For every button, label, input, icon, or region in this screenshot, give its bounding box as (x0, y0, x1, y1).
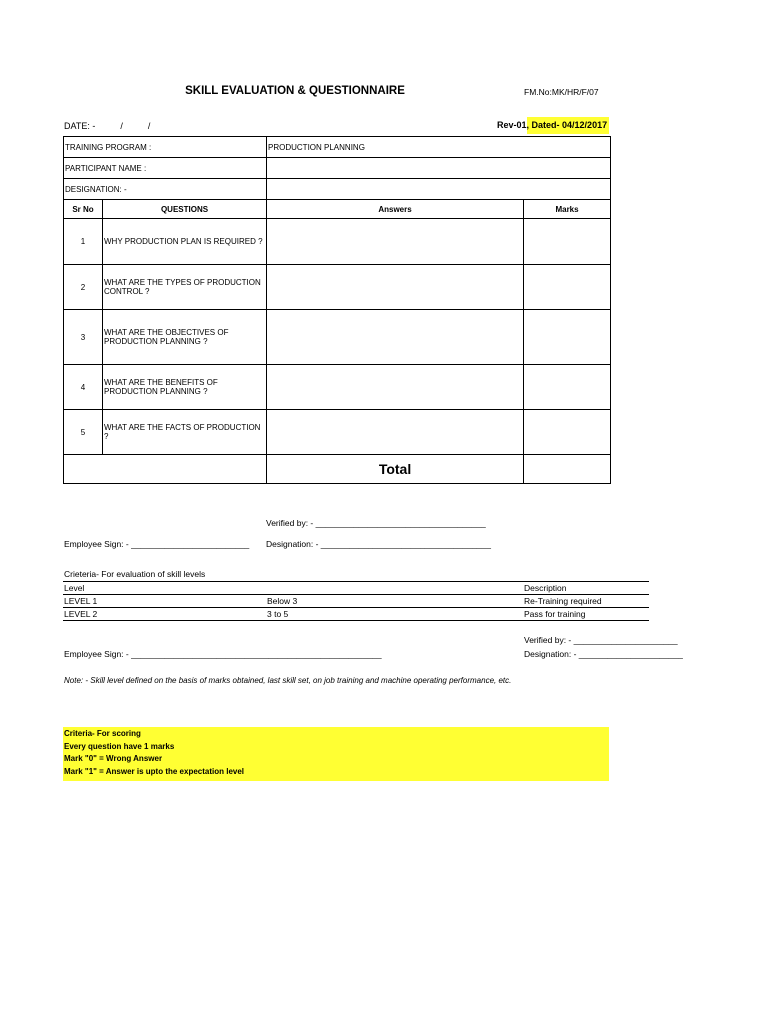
level-header: Level (63, 582, 266, 595)
revision-number: Rev-01 (497, 120, 527, 130)
note-text: Note: - Skill level defined on the basis of marks obtained, last skill set, on job training and machine operating performance, etc. (64, 676, 512, 685)
date-field: DATE: - / / (64, 121, 151, 131)
answer-field[interactable] (267, 265, 524, 310)
verified-by-line: Verified by: - ____________________________________ (266, 518, 486, 528)
form-number: FM.No:MK/HR/F/07 (524, 87, 599, 97)
total-row (64, 455, 611, 484)
total-blank (64, 455, 267, 484)
question-row (64, 410, 611, 455)
range-cell: 3 to 5 (266, 608, 523, 621)
criteria-title: Crieteria- For evaluation of skill levels (64, 569, 206, 579)
marks-field[interactable] (524, 410, 611, 455)
participant-name-field[interactable] (267, 158, 611, 179)
question-row (64, 365, 611, 410)
participant-row (64, 158, 611, 179)
header-marks: Marks (524, 200, 611, 219)
question-number: 1 (64, 219, 103, 265)
question-text: WHY PRODUCTION PLAN IS REQUIRED ? (103, 219, 267, 265)
training-program-label: TRAINING PROGRAM : (64, 137, 267, 158)
question-text: WHAT ARE THE OBJECTIVES OF PRODUCTION PLANNING ? (103, 310, 267, 365)
answer-field[interactable] (267, 310, 524, 365)
question-text: WHAT ARE THE TYPES OF PRODUCTION CONTROL ? (103, 265, 267, 310)
designation-row (64, 179, 611, 200)
scoring-line: Every question have 1 marks (64, 741, 175, 751)
skill-level-row (63, 608, 649, 621)
questionnaire-table (63, 136, 611, 484)
designation-field[interactable] (267, 179, 611, 200)
question-row (64, 265, 611, 310)
answer-field[interactable] (267, 365, 524, 410)
marks-field[interactable] (524, 265, 611, 310)
question-row (64, 310, 611, 365)
page-title: SKILL EVALUATION & QUESTIONNAIRE (185, 85, 405, 97)
question-number: 3 (64, 310, 103, 365)
header-questions: QUESTIONS (103, 200, 267, 219)
scoring-line: Mark "1" = Answer is upto the expectation level (64, 766, 245, 776)
designation-line-2: Designation: - ______________________ (524, 649, 683, 659)
total-marks-field[interactable] (524, 455, 611, 484)
training-program-value: PRODUCTION PLANNING (267, 137, 611, 158)
skill-level-table (63, 581, 649, 621)
description-cell: Pass for training (523, 608, 649, 621)
question-number: 4 (64, 365, 103, 410)
level-cell: LEVEL 1 (63, 595, 266, 608)
verified-by-line-2: Verified by: - ______________________ (524, 635, 678, 645)
marks-field[interactable] (524, 365, 611, 410)
question-number: 2 (64, 265, 103, 310)
employee-sign-line-2: Employee Sign: - _____________________________________________________ (64, 649, 382, 659)
question-text: WHAT ARE THE BENEFITS OF PRODUCTION PLANNING ? (103, 365, 267, 410)
employee-sign-line: Employee Sign: - _________________________ (64, 539, 250, 549)
scoring-line: Mark "0" = Wrong Answer (64, 754, 163, 763)
participant-label: PARTICIPANT NAME : (64, 158, 267, 179)
range-header (266, 582, 523, 595)
revision-date: , Dated- 04/12/2017 (527, 117, 610, 134)
question-row (64, 219, 611, 265)
skill-level-header-row (63, 582, 649, 595)
question-text: WHAT ARE THE FACTS OF PRODUCTION ? (103, 410, 267, 455)
description-header: Description (523, 582, 649, 595)
header-sr-no: Sr No (64, 200, 103, 219)
marks-field[interactable] (524, 219, 611, 265)
skill-level-row (63, 595, 649, 608)
answer-field[interactable] (267, 410, 524, 455)
scoring-criteria-box (63, 727, 609, 781)
answer-field[interactable] (267, 219, 524, 265)
designation-line: Designation: - ____________________________________ (266, 539, 491, 549)
level-cell: LEVEL 2 (63, 608, 266, 621)
marks-field[interactable] (524, 310, 611, 365)
range-cell: Below 3 (266, 595, 523, 608)
scoring-line: Criteria- For scoring (64, 729, 141, 738)
revision-info (497, 117, 611, 133)
description-cell: Re-Training required (523, 595, 649, 608)
question-number: 5 (64, 410, 103, 455)
designation-label: DESIGNATION: - (64, 179, 267, 200)
table-header-row (64, 200, 611, 219)
training-program-row (64, 137, 611, 158)
header-answers: Answers (267, 200, 524, 219)
total-label: Total (267, 455, 524, 484)
